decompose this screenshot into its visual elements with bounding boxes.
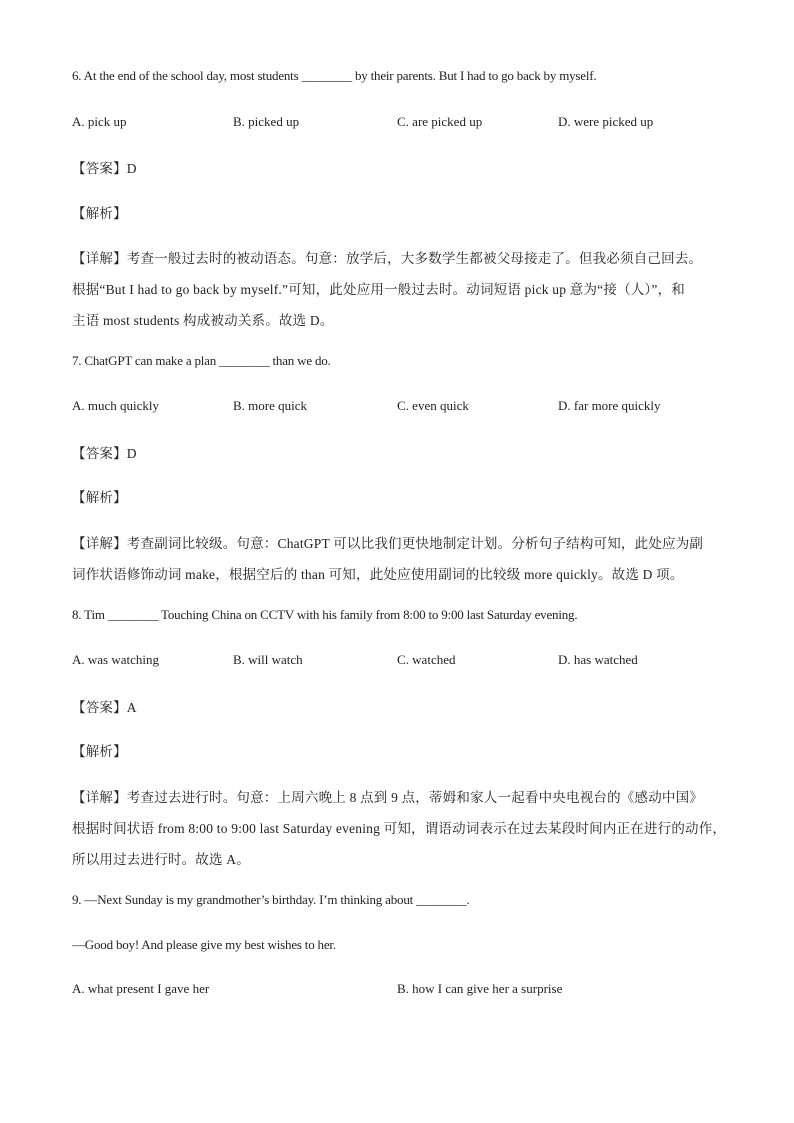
q7-detail-line-1: 【详解】考查副词比较级。句意：ChatGPT 可以比我们更快地制定计划。分析句子结构可知，此处应为副: [72, 536, 704, 551]
q7-option-a: A. much quickly: [72, 398, 160, 413]
q8-detail-line-2: 根据时间状语 from 8:00 to 9:00 last Saturday evening 可知，谓语动词表示在过去某段时间内正在进行的动作，: [72, 821, 727, 836]
q6-option-b: B. picked up: [233, 114, 300, 129]
q8-option-c: C. watched: [397, 652, 456, 667]
q7-option-b: B. more quick: [233, 398, 308, 413]
q6-analysis-label: 【解析】: [72, 206, 127, 221]
q8-analysis-label: 【解析】: [72, 744, 127, 759]
q8-detail-line-1: 【详解】考查过去进行时。句意：上周六晚上 8 点到 9 点，蒂姆和家人一起看中央电视台的《感动中国》: [72, 790, 703, 805]
question-8-stem: 8. Tim ________ Touching China on CCTV with his family from 8:00 to 9:00 last Saturday evening.: [72, 607, 578, 622]
q8-option-b: B. will watch: [233, 652, 303, 667]
q6-detail-line-3: 主语 most students 构成被动关系。故选 D。: [72, 313, 334, 328]
q6-detail-line-1: 【详解】考查一般过去时的被动语态。句意：放学后，大多数学生都被父母接走了。但我必须自己回去。: [72, 251, 703, 266]
q6-option-c: C. are picked up: [397, 114, 483, 129]
q6-option-d: D. were picked up: [558, 114, 654, 129]
q8-option-d: D. has watched: [558, 652, 638, 667]
q7-detail-line-2: 词作状语修饰动词 make，根据空后的 than 可知，此处应使用副词的比较级 more quickly。故选 D 项。: [72, 567, 684, 582]
q8-detail-line-3: 所以用过去进行时。故选 A。: [72, 852, 250, 867]
question-7-stem: 7. ChatGPT can make a plan ________ than we do.: [72, 353, 331, 368]
question-9-reply: —Good boy! And please give my best wishes to her.: [72, 937, 336, 952]
q6-option-a: A. pick up: [72, 114, 127, 129]
q6-detail-line-2: 根据“But I had to go back by myself.”可知，此处应用一般过去时。动词短语 pick up 意为“接（人）”，和: [72, 282, 686, 297]
q9-option-a: A. what present I gave her: [72, 981, 210, 996]
q7-answer: 【答案】D: [72, 446, 137, 461]
q9-option-b: B. how I can give her a surprise: [397, 981, 563, 996]
q7-analysis-label: 【解析】: [72, 490, 127, 505]
question-9-stem: 9. —Next Sunday is my grandmother’s birthday. I’m thinking about ________.: [72, 892, 470, 907]
q8-answer: 【答案】A: [72, 700, 137, 715]
q8-option-a: A. was watching: [72, 652, 160, 667]
q7-option-c: C. even quick: [397, 398, 469, 413]
question-6-stem: 6. At the end of the school day, most students ________ by their parents. But I had to go back by myself.: [72, 68, 597, 83]
q6-answer: 【答案】D: [72, 161, 137, 176]
q7-option-d: D. far more quickly: [558, 398, 661, 413]
